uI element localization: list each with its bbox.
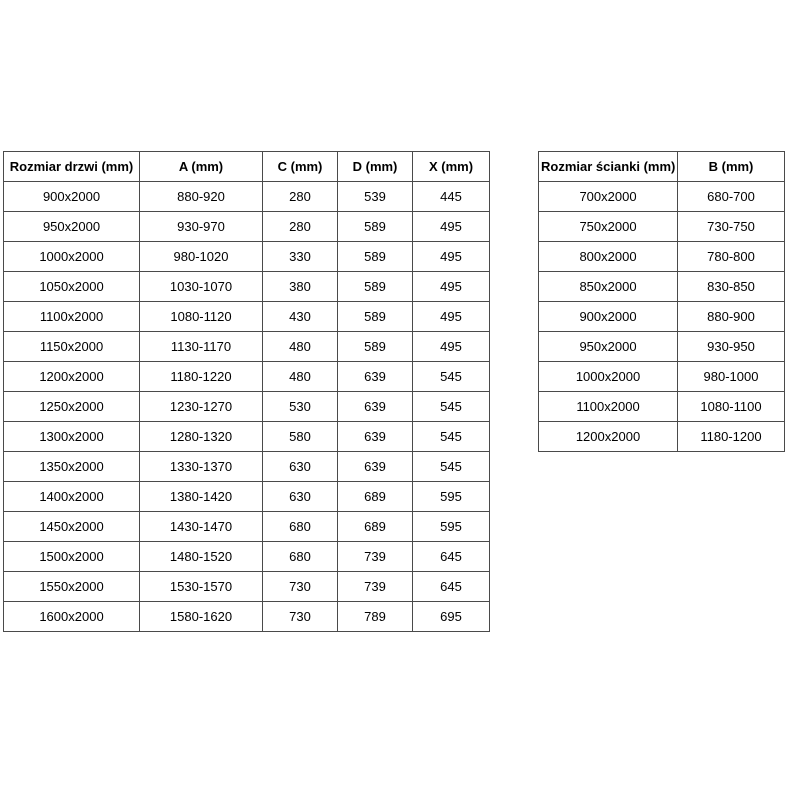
table-cell: 930-950 [678, 332, 785, 362]
table-cell: 589 [338, 272, 413, 302]
table-cell: 1300x2000 [4, 422, 140, 452]
table-cell: 545 [413, 392, 490, 422]
table-cell: 1000x2000 [4, 242, 140, 272]
table-cell: 495 [413, 212, 490, 242]
table-row [4, 182, 490, 212]
table-row [4, 212, 490, 242]
column-header-c: C (mm) [263, 152, 338, 182]
table-cell: 580 [263, 422, 338, 452]
table-cell: 950x2000 [539, 332, 678, 362]
table-cell: 689 [338, 482, 413, 512]
table-row [539, 392, 785, 422]
table-cell: 730-750 [678, 212, 785, 242]
table-cell: 639 [338, 422, 413, 452]
table-cell: 280 [263, 212, 338, 242]
table-cell: 630 [263, 482, 338, 512]
table-row [4, 452, 490, 482]
table-cell: 880-920 [140, 182, 263, 212]
table-cell: 1500x2000 [4, 542, 140, 572]
table-cell: 730 [263, 602, 338, 632]
table-cell: 1080-1100 [678, 392, 785, 422]
table-cell: 739 [338, 572, 413, 602]
table-row [539, 182, 785, 212]
door-size-table [3, 151, 490, 632]
table-cell: 645 [413, 542, 490, 572]
table-row [4, 572, 490, 602]
table-cell: 1480-1520 [140, 542, 263, 572]
table-row [539, 362, 785, 392]
table-cell: 1330-1370 [140, 452, 263, 482]
wall-table-header-row [539, 152, 785, 182]
table-cell: 1030-1070 [140, 272, 263, 302]
table-cell: 930-970 [140, 212, 263, 242]
table-cell: 680 [263, 512, 338, 542]
table-cell: 480 [263, 332, 338, 362]
table-cell: 1050x2000 [4, 272, 140, 302]
table-cell: 495 [413, 242, 490, 272]
table-cell: 850x2000 [539, 272, 678, 302]
door-table-header-row [4, 152, 490, 182]
table-cell: 595 [413, 512, 490, 542]
table-cell: 1100x2000 [4, 302, 140, 332]
column-header-x: X (mm) [413, 152, 490, 182]
table-cell: 545 [413, 422, 490, 452]
table-row [539, 422, 785, 452]
table-cell: 430 [263, 302, 338, 332]
table-cell: 950x2000 [4, 212, 140, 242]
table-cell: 1230-1270 [140, 392, 263, 422]
table-cell: 1130-1170 [140, 332, 263, 362]
table-cell: 495 [413, 272, 490, 302]
column-header-d: D (mm) [338, 152, 413, 182]
table-cell: 495 [413, 302, 490, 332]
table-cell: 1250x2000 [4, 392, 140, 422]
table-cell: 880-900 [678, 302, 785, 332]
table-cell: 1550x2000 [4, 572, 140, 602]
table-row [4, 422, 490, 452]
table-cell: 1080-1120 [140, 302, 263, 332]
table-row [539, 302, 785, 332]
table-cell: 639 [338, 362, 413, 392]
table-row [539, 332, 785, 362]
table-row [4, 362, 490, 392]
table-cell: 1200x2000 [539, 422, 678, 452]
table-cell: 680 [263, 542, 338, 572]
table-cell: 1350x2000 [4, 452, 140, 482]
table-cell: 639 [338, 392, 413, 422]
table-cell: 530 [263, 392, 338, 422]
table-cell: 700x2000 [539, 182, 678, 212]
table-cell: 780-800 [678, 242, 785, 272]
table-cell: 980-1000 [678, 362, 785, 392]
table-row [4, 512, 490, 542]
table-row [4, 602, 490, 632]
table-cell: 545 [413, 452, 490, 482]
table-cell: 830-850 [678, 272, 785, 302]
table-cell: 589 [338, 212, 413, 242]
table-cell: 980-1020 [140, 242, 263, 272]
table-row [4, 482, 490, 512]
table-cell: 480 [263, 362, 338, 392]
table-cell: 730 [263, 572, 338, 602]
table-row [539, 272, 785, 302]
column-header-a: A (mm) [140, 152, 263, 182]
column-header-door-size: Rozmiar drzwi (mm) [4, 152, 140, 182]
wall-size-table [538, 151, 785, 452]
table-cell: 630 [263, 452, 338, 482]
table-cell: 545 [413, 362, 490, 392]
table-cell: 280 [263, 182, 338, 212]
table-cell: 1100x2000 [539, 392, 678, 422]
table-cell: 445 [413, 182, 490, 212]
table-cell: 1380-1420 [140, 482, 263, 512]
table-cell: 900x2000 [539, 302, 678, 332]
table-cell: 595 [413, 482, 490, 512]
table-cell: 645 [413, 572, 490, 602]
table-cell: 689 [338, 512, 413, 542]
table-cell: 695 [413, 602, 490, 632]
table-cell: 539 [338, 182, 413, 212]
table-row [4, 302, 490, 332]
table-cell: 1400x2000 [4, 482, 140, 512]
table-cell: 739 [338, 542, 413, 572]
table-cell: 900x2000 [4, 182, 140, 212]
table-row [539, 242, 785, 272]
table-cell: 1530-1570 [140, 572, 263, 602]
table-cell: 1200x2000 [4, 362, 140, 392]
table-cell: 589 [338, 242, 413, 272]
table-cell: 1600x2000 [4, 602, 140, 632]
table-cell: 1000x2000 [539, 362, 678, 392]
table-cell: 1580-1620 [140, 602, 263, 632]
table-cell: 789 [338, 602, 413, 632]
table-cell: 1280-1320 [140, 422, 263, 452]
table-row [4, 242, 490, 272]
table-cell: 680-700 [678, 182, 785, 212]
table-row [4, 392, 490, 422]
column-header-wall-size: Rozmiar ścianki (mm) [539, 152, 678, 182]
table-cell: 1430-1470 [140, 512, 263, 542]
table-cell: 589 [338, 302, 413, 332]
table-row [4, 332, 490, 362]
table-cell: 1180-1200 [678, 422, 785, 452]
table-cell: 495 [413, 332, 490, 362]
table-cell: 1150x2000 [4, 332, 140, 362]
table-row [539, 212, 785, 242]
table-cell: 639 [338, 452, 413, 482]
table-cell: 1450x2000 [4, 512, 140, 542]
table-cell: 330 [263, 242, 338, 272]
table-row [4, 542, 490, 572]
column-header-b: B (mm) [678, 152, 785, 182]
table-cell: 589 [338, 332, 413, 362]
table-row [4, 272, 490, 302]
table-cell: 750x2000 [539, 212, 678, 242]
table-cell: 380 [263, 272, 338, 302]
table-cell: 800x2000 [539, 242, 678, 272]
table-cell: 1180-1220 [140, 362, 263, 392]
